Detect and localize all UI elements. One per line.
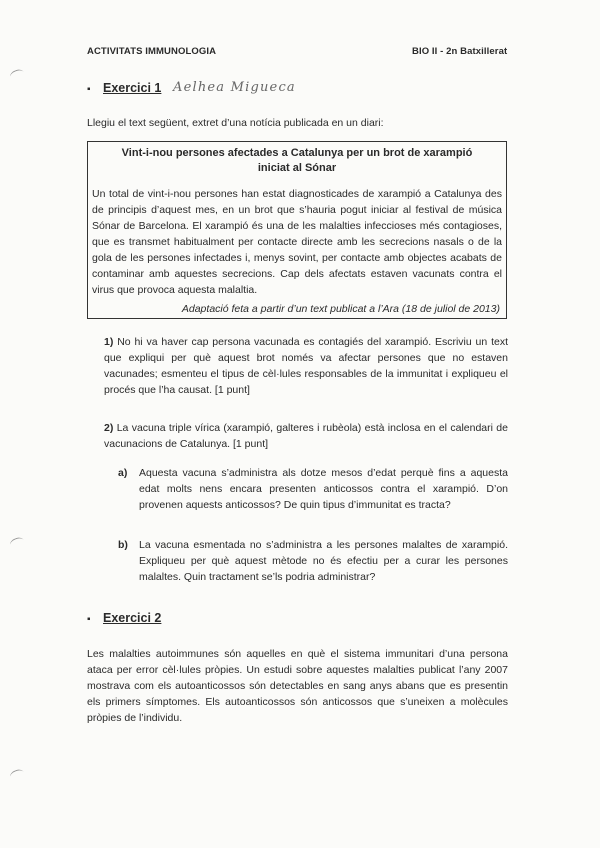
article-title-line1: Vint-i-nou persones afectades a Catalunya per un brot de xarampió <box>121 147 473 159</box>
margin-mark <box>9 768 25 781</box>
article-title-line2: iniciat al Sónar <box>257 162 337 174</box>
exercise1-title: Exercici 1 <box>103 81 162 95</box>
exercise2-text: Les malalties autoimmunes són aquelles en què el sistema immunitari d’una persona ataca per error cèl·lules pròpies. Un estudi sobre aquestes malalties publicat l’any 2007 mostrava com els autoanticossos són detectables en sang anys abans que es presentin els primers símptomes. Els autoanticossos són anticossos que s’uneixen a molècules pròpies de l’individu. <box>87 648 508 724</box>
question-1-text: No hi va haver cap persona vacunada es contagiés del xarampió. Escriviu un text que expliqui per què aquest brot només va afectar persones que no estaven vacunades; esmenteu el tipus de cèl·lules responsables de la immunitat i expliqueu el procés que l’ha causat. [1 punt] <box>104 336 508 396</box>
student-name: Aelhea Migueca <box>173 80 296 95</box>
margin-mark <box>9 536 25 549</box>
question-1 <box>104 334 508 398</box>
article-source: Adaptació feta a partir d’un text publicat a l’Ara (18 de juliol de 2013) <box>181 303 500 315</box>
question-1-number: 1) <box>104 336 114 348</box>
exercise1-intro: Llegiu el text següent, extret d’una notícia publicada en un diari: <box>87 117 384 129</box>
article-title <box>118 146 476 176</box>
question-2a-text: Aquesta vacuna s’administra als dotze mesos d’edat perquè fins a aquesta edat molts nens encara presenten anticossos contra el xarampió. D’on provenen aquests anticossos? De quin tipus d’immunitat es tracta? <box>139 467 508 511</box>
question-2-number: 2) <box>104 422 114 434</box>
exercise2-title: Exercici 2 <box>103 611 162 625</box>
question-2 <box>104 420 508 452</box>
margin-mark <box>9 68 25 81</box>
header-subject: ACTIVITATS IMMUNOLOGIA <box>87 46 217 57</box>
article-box <box>87 141 507 319</box>
bullet-icon: ▪ <box>87 84 91 95</box>
article-body: Un total de vint-i-nou persones han estat diagnosticades de xarampió a Catalunya des de principis d’aquest mes, en un brot que s’hauria pogut iniciar al festival de música Sónar de Barcelona. El xarampió és una de les malalties infeccioses més contagioses, que es transmet habitualment per contacte directe amb les secrecions nasals o de la gola de les persones infectades i, menys sovint, per contacte amb objectes acabats de contaminar amb aquestes secrecions. Cap dels afectats estaven vacunats contra el virus que provoca aquesta malaltia. <box>92 188 502 296</box>
bullet-icon: ▪ <box>87 614 91 625</box>
question-2-text: La vacuna triple vírica (xarampió, galteres i rubèola) està inclosa en el calendari de vacunacions de Catalunya. [1 punt] <box>104 422 508 450</box>
header-course: BIO II - 2n Batxillerat <box>412 46 508 57</box>
question-2b-text: La vacuna esmentada no s’administra a les persones malaltes de xarampió. Expliqueu per què aquest mètode no és efectiu per a curar les persones malaltes. Quin tractament se’ls podria administrar? <box>139 539 508 583</box>
question-2a-label: a) <box>118 467 128 479</box>
question-2b-label: b) <box>118 539 128 551</box>
